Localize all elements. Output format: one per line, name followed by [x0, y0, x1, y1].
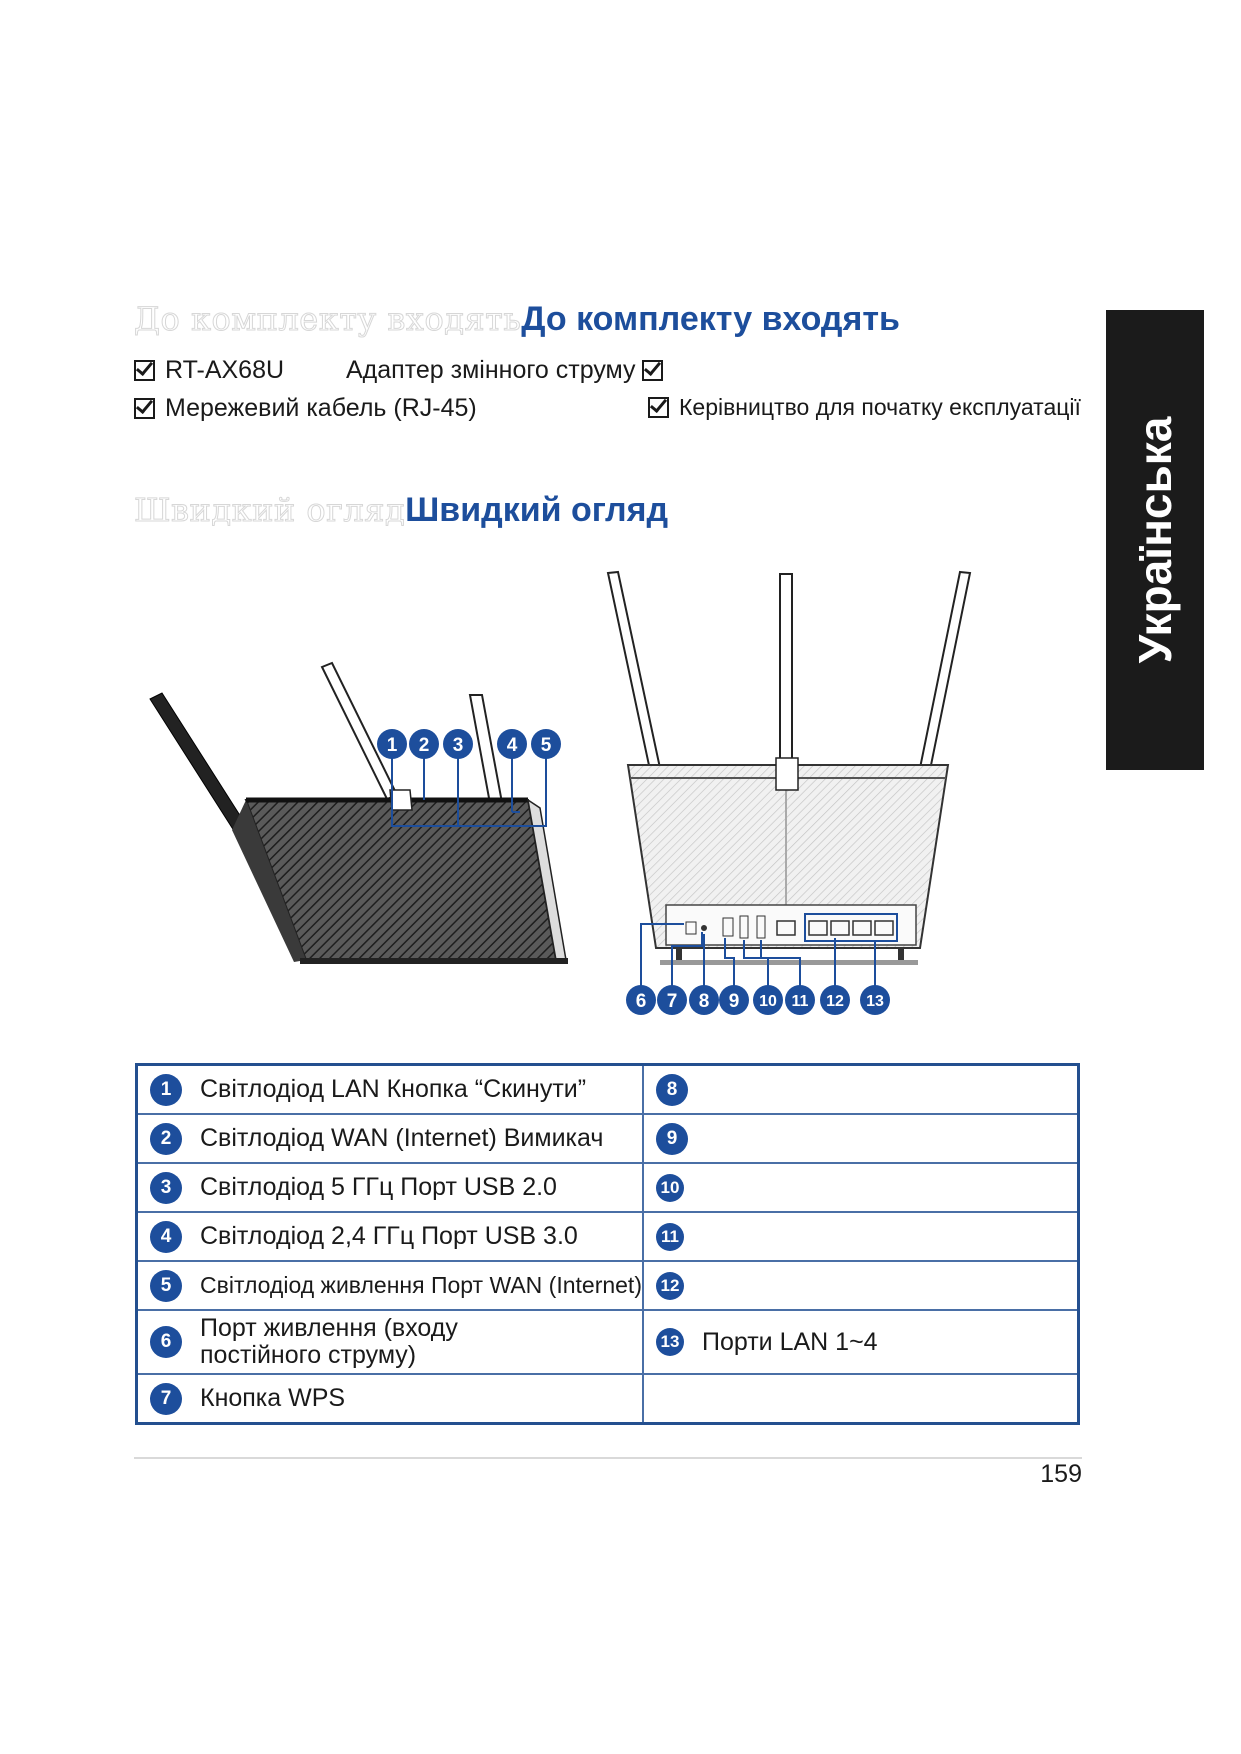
part-label: Світлодіод 5 ГГц Порт USB 2.0 — [200, 1173, 557, 1201]
callout-number-icon: 11 — [656, 1223, 684, 1251]
part-label: Порти LAN 1~4 — [702, 1327, 878, 1356]
table-row — [137, 1261, 1079, 1310]
package-item-label: RT-AX68U — [165, 356, 285, 384]
callout-11 — [785, 985, 815, 1015]
part-label: Порт живлення (входу постійного струму) — [200, 1314, 458, 1369]
callout-number-icon: 4 — [150, 1221, 182, 1253]
overview-heading-ghost: Швидкий огляд — [134, 491, 406, 529]
svg-text:3: 3 — [452, 735, 464, 756]
callout-number-icon: 7 — [150, 1383, 182, 1415]
part-label: Світлодіод живлення Порт WAN (Internet) — [200, 1272, 642, 1298]
callout-9 — [719, 985, 749, 1015]
table-row — [137, 1212, 1079, 1261]
router-rear-view — [608, 572, 970, 999]
svg-text:7: 7 — [666, 991, 678, 1012]
svg-text:13: 13 — [866, 993, 884, 1010]
table-row — [137, 1065, 1079, 1115]
page-number: 159 — [1040, 1460, 1082, 1488]
router-angled-view — [150, 663, 568, 964]
package-item-label: Адаптер змінного струму — [346, 356, 636, 384]
table-row — [137, 1114, 1079, 1163]
package-item-label: Мережевий кабель (RJ-45) — [165, 394, 477, 422]
svg-text:10: 10 — [759, 993, 777, 1010]
table-row — [137, 1310, 1079, 1374]
footer-divider — [134, 1457, 1082, 1459]
callout-3 — [443, 729, 473, 759]
callout-6 — [626, 985, 656, 1015]
callout-4 — [497, 729, 527, 759]
callout-number-icon: 6 — [150, 1326, 182, 1358]
svg-text:6: 6 — [635, 991, 647, 1012]
parts-table — [135, 1063, 1080, 1425]
callout-10 — [753, 985, 783, 1015]
svg-text:1: 1 — [386, 735, 398, 756]
callout-number-icon: 2 — [150, 1123, 182, 1155]
callout-5 — [531, 729, 561, 759]
part-label: Світлодіод 2,4 ГГц Порт USB 3.0 — [200, 1222, 578, 1250]
svg-text:2: 2 — [418, 735, 430, 756]
callout-8 — [689, 985, 719, 1015]
callout-number-icon: 1 — [150, 1074, 182, 1106]
callout-number-icon: 9 — [656, 1123, 688, 1155]
table-row — [137, 1374, 1079, 1424]
callout-1 — [377, 729, 407, 759]
package-item-label: Керівництво для початку експлуатації — [679, 394, 1081, 420]
language-side-tab-label: Українська — [1129, 416, 1181, 664]
part-label: Світлодіод LAN Кнопка “Скинути” — [200, 1075, 587, 1103]
svg-text:9: 9 — [728, 991, 740, 1012]
package-heading: До комплекту входять — [521, 300, 900, 338]
table-row — [137, 1163, 1079, 1212]
callout-number-icon: 10 — [656, 1174, 684, 1202]
overview-heading: Швидкий огляд — [405, 491, 669, 529]
svg-text:12: 12 — [826, 993, 844, 1010]
callout-2 — [409, 729, 439, 759]
callout-number-icon: 12 — [656, 1272, 684, 1300]
part-label: Світлодіод WAN (Internet) Вимикач — [200, 1124, 604, 1152]
callout-number-icon: 13 — [656, 1328, 684, 1356]
callout-number-icon: 3 — [150, 1172, 182, 1204]
callout-number-icon: 5 — [150, 1270, 182, 1302]
svg-text:4: 4 — [506, 735, 518, 756]
svg-text:5: 5 — [540, 735, 552, 756]
callout-number-icon: 8 — [656, 1074, 688, 1106]
svg-text:8: 8 — [698, 991, 710, 1012]
svg-text:11: 11 — [791, 993, 809, 1010]
callout-13 — [860, 985, 890, 1015]
package-heading-ghost: До комплекту входять — [134, 300, 522, 338]
callout-7 — [657, 985, 687, 1015]
callout-12 — [820, 985, 850, 1015]
part-label: Кнопка WPS — [200, 1384, 346, 1412]
